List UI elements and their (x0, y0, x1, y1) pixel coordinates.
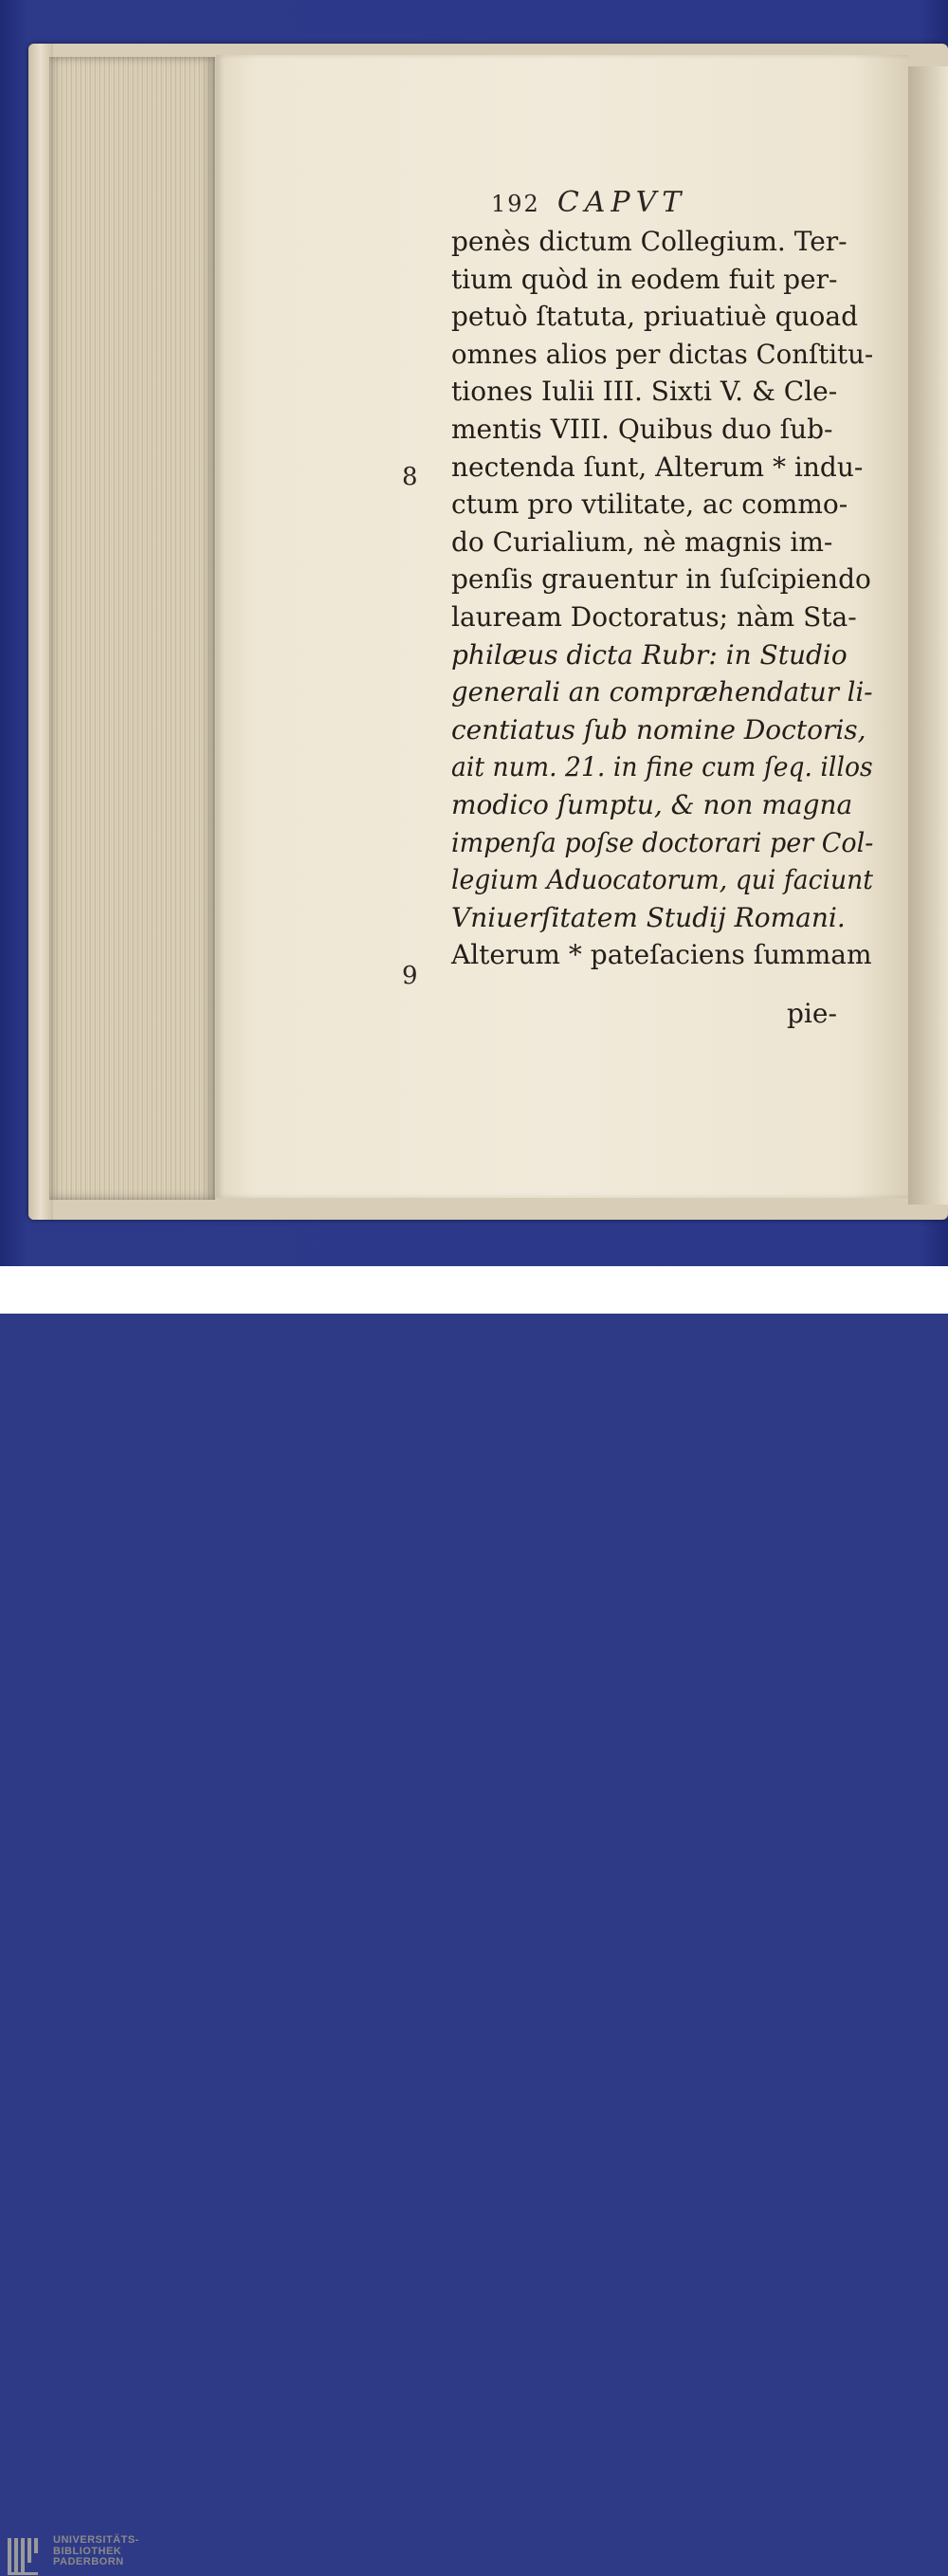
text-line: mentis VIII. Quibus duo ſub- (451, 414, 833, 445)
page-edges (49, 57, 215, 1200)
text-line: petuò ſtatuta, priuatiuè quoad (451, 301, 859, 333)
margin-note: 8 (402, 463, 418, 491)
margin-note: 9 (402, 962, 418, 990)
text-line: ctum pro vtilitate, ac commo- (451, 488, 848, 521)
text-line: legium Aduocatorum, qui faciunt (451, 864, 874, 896)
text-line: generali an compræhendatur li- (451, 676, 873, 708)
footer-bar (0, 1266, 948, 2567)
text-line: philæus dicta Rubr: in Studio (451, 638, 848, 671)
library-name-line: UNIVERSITÄTS- (53, 2534, 139, 2546)
text-line: tium quòd in eodem fuit per- (451, 263, 838, 295)
text-line: Alterum * pateſaciens ſummam (451, 939, 872, 971)
text-line: impenſa poſse doctorari per Col- (451, 826, 874, 858)
text-line: omnes alios per dictas Conſtitu- (451, 338, 874, 370)
library-name-line: BIBLIOTHEK (53, 2545, 122, 2557)
catchword: pie- (787, 998, 837, 1029)
text-line: nectenda ſunt, Alterum * indu- (451, 451, 864, 483)
text-line: ait num. 21. in fine cum ſeq. illos (451, 751, 873, 783)
text-line: Vniuerſitatem Studij Romani. (451, 901, 846, 933)
text-line: penès dictum Collegium. Ter- (451, 226, 848, 257)
text-line: lauream Doctoratus; nàm Sta- (451, 601, 857, 633)
facing-page (908, 66, 948, 1205)
text-line: penſis grauentur in ſuſcipiendo (451, 563, 871, 596)
text-line: modico ſumptu, & non magna (451, 789, 853, 820)
text-line: centiatus ſub nomine Doctoris, (451, 713, 866, 745)
library-logo-icon (6, 2536, 49, 2576)
text-line: tiones Iulii III. Sixti V. & Cle- (451, 376, 838, 408)
running-title: CAPVT (556, 186, 687, 219)
library-name (53, 2535, 139, 2568)
page-header (491, 186, 686, 219)
scan-background (0, 0, 948, 1266)
library-name-line: PADERBORN (53, 2556, 124, 2567)
text-line: do Curialium, nè magnis im- (451, 525, 833, 558)
page-number: 192 (491, 191, 540, 217)
